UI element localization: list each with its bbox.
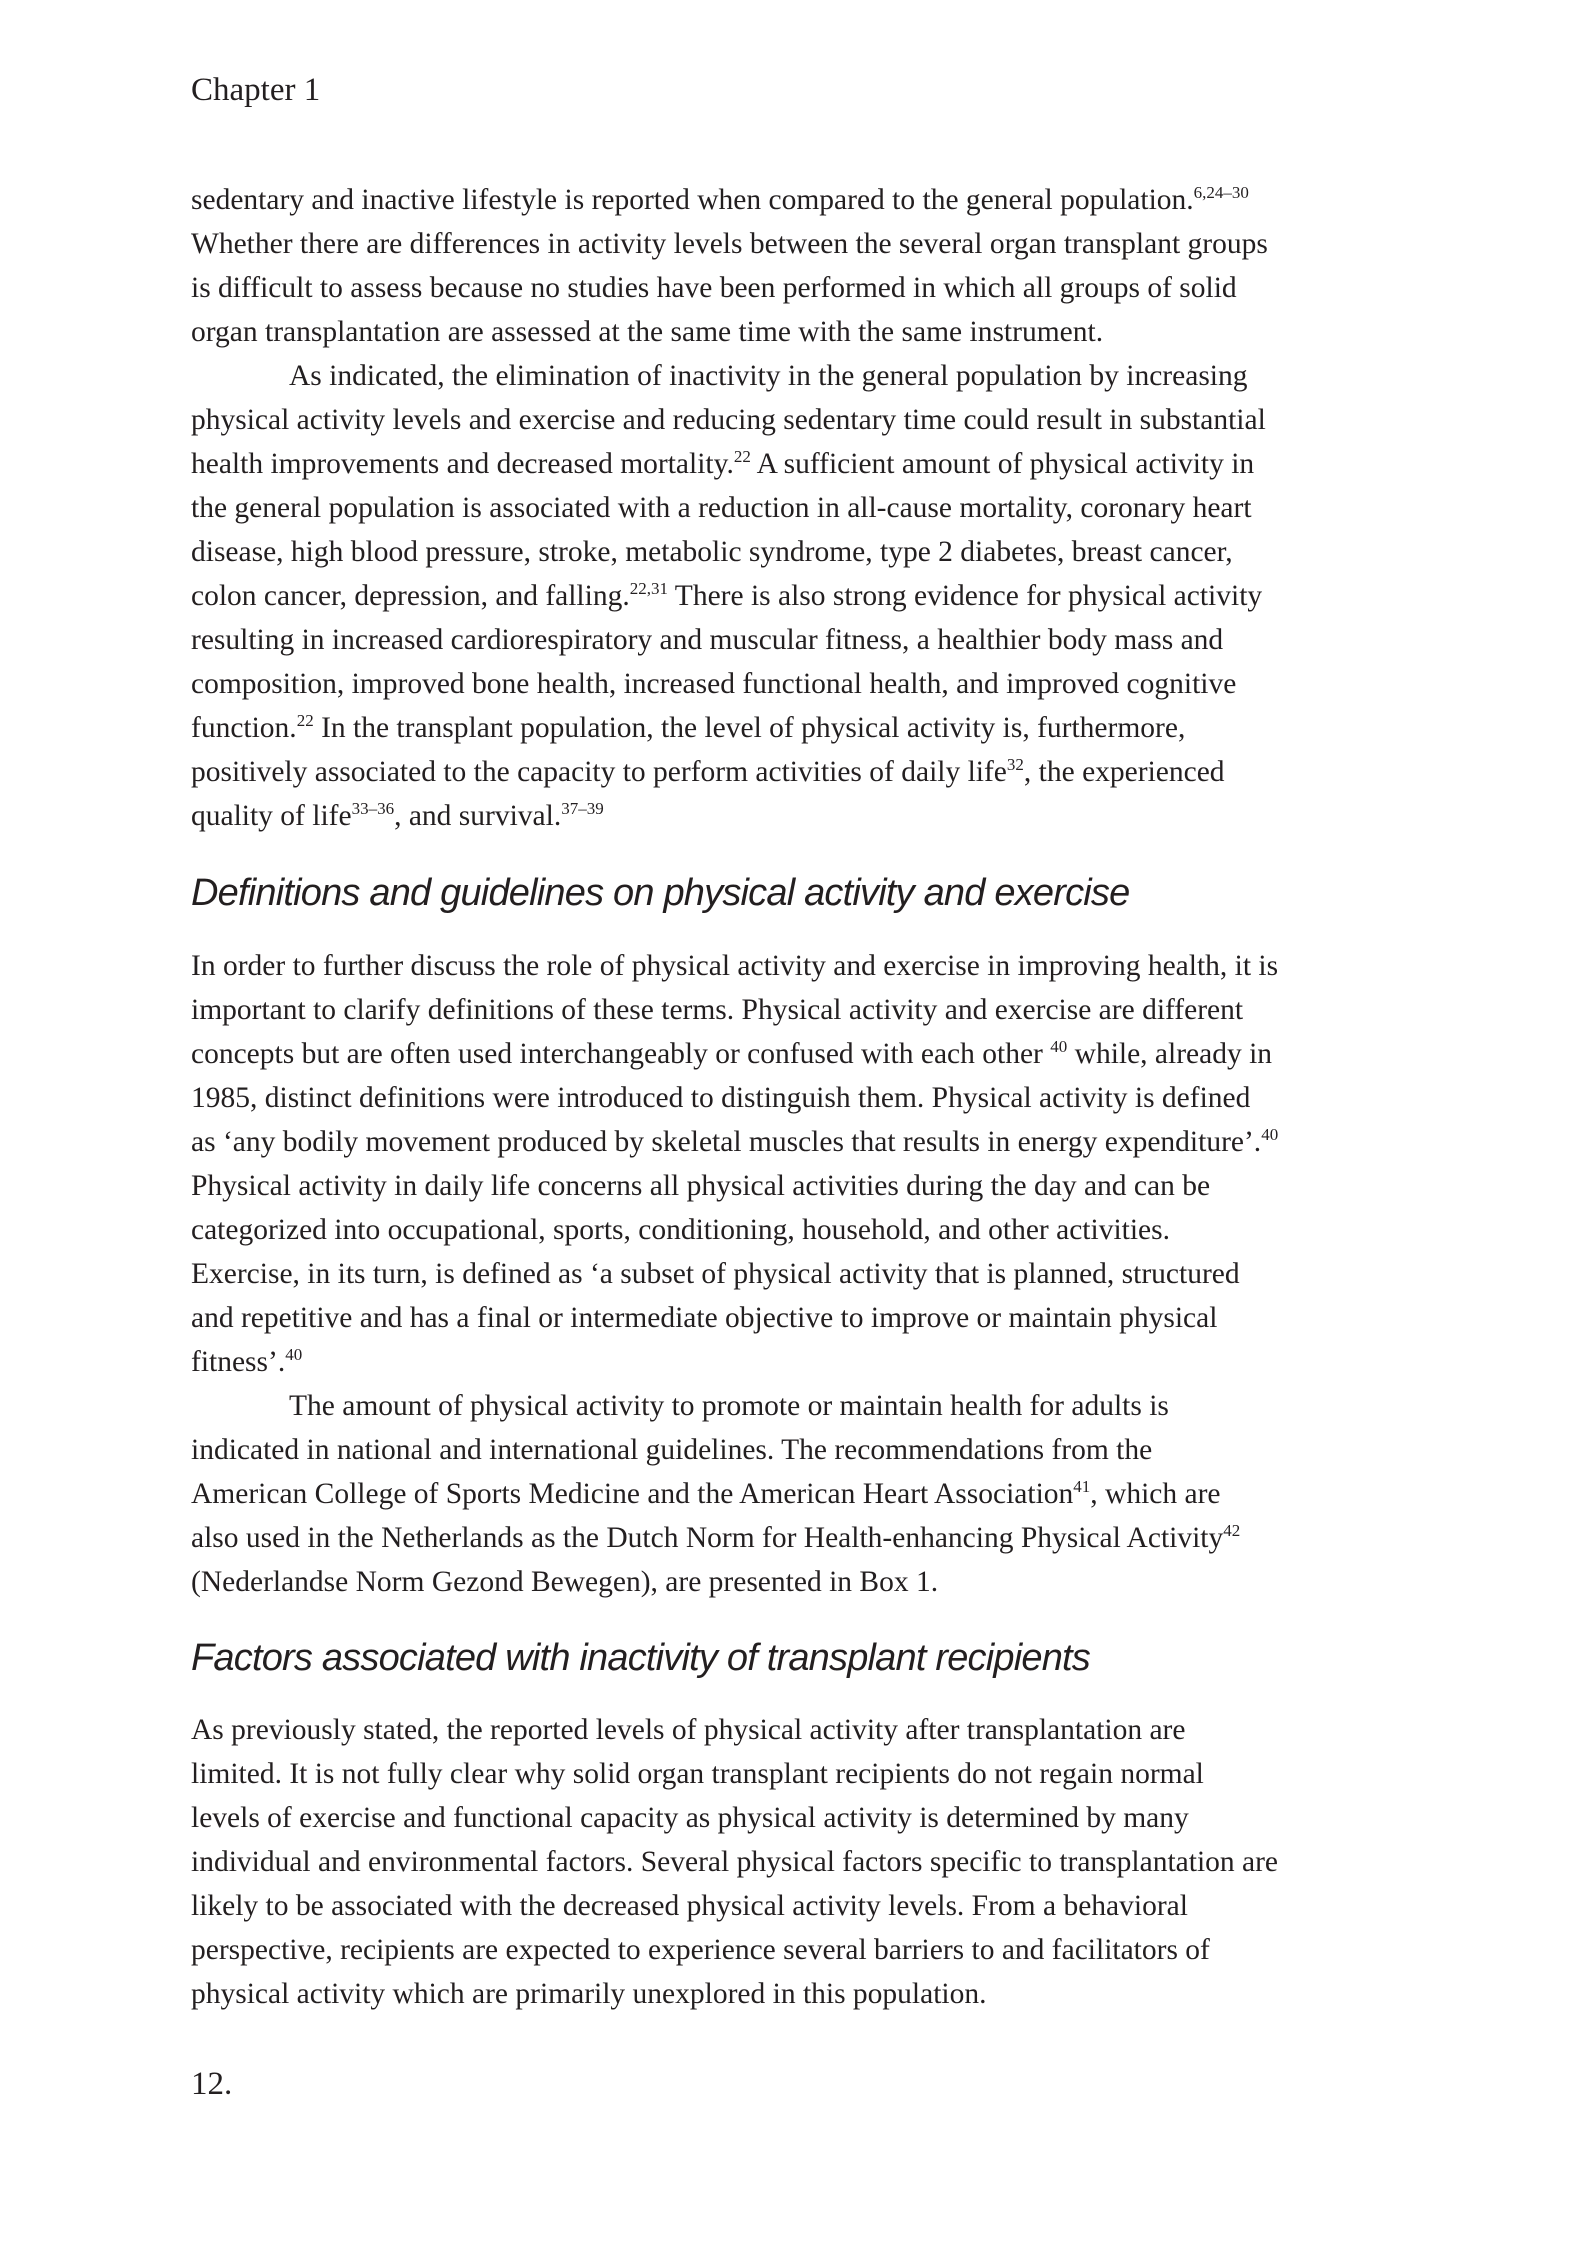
text-line: sedentary and inactive lifestyle is reported when compared to the general population.$^{6,24-30}$ — [191, 183, 1249, 216]
text-line: Whether there are differences in activity levels between the several organ transplant groups — [191, 228, 1268, 260]
text-line: is difficult to assess because no studies have been performed in which all groups of solid — [191, 272, 1237, 304]
text-line: levels of exercise and functional capacity as physical activity is determined by many — [191, 1802, 1189, 1834]
text-line: positively associated to the capacity to perform activities of daily life$^{32}$, the experienced — [191, 755, 1225, 788]
text-line: also used in the Netherlands as the Dutch Norm for Health-enhancing Physical Activity$^{42}$ — [191, 1521, 1241, 1554]
text-line: fitness’.$^{40}$ — [191, 1345, 303, 1378]
citation: 22,31 — [629, 579, 668, 598]
citation: 22 — [733, 447, 751, 466]
section-heading-definitions: Definitions and guidelines on physical activity and exercise — [191, 872, 1130, 914]
text-line: health improvements and decreased mortality.$^{22}$ A sufficient amount of physical activity in — [191, 447, 1255, 480]
text-line: physical activity which are primarily unexplored in this population. — [191, 1978, 987, 2010]
citation: 42 — [1223, 1521, 1241, 1540]
text-line: (Nederlandse Norm Gezond Bewegen), are presented in Box 1. — [191, 1566, 939, 1598]
text-line: quality of life$^{33-36}$, and survival.$^{37-39}$ — [191, 799, 604, 832]
citation: 37–39 — [561, 799, 604, 818]
text-line: concepts but are often used interchangeably or confused with each other $^{40}$ while, already in — [191, 1037, 1273, 1070]
text-line: indicated in national and international guidelines. The recommendations from the — [191, 1434, 1153, 1466]
text-line: In order to further discuss the role of physical activity and exercise in improving health, it is — [191, 950, 1279, 982]
citation: 33–36 — [351, 799, 395, 818]
text-line: physical activity levels and exercise and reducing sedentary time could result in substantial — [191, 404, 1266, 436]
section-heading-factors: Factors associated with inactivity of transplant recipients — [191, 1637, 1090, 1679]
text-line: resulting in increased cardiorespiratory and muscular fitness, a healthier body mass and — [191, 624, 1224, 656]
citation: 40 — [285, 1345, 303, 1364]
citation: 22 — [296, 711, 314, 730]
citation: 41 — [1073, 1477, 1091, 1496]
text-line: The amount of physical activity to promote or maintain health for adults is — [289, 1390, 1169, 1422]
text-line: and repetitive and has a final or intermediate objective to improve or maintain physical — [191, 1302, 1218, 1334]
text-line: Physical activity in daily life concerns all physical activities during the day and can be — [191, 1170, 1211, 1202]
body-section-factors — [191, 1708, 1381, 2016]
text-line: the general population is associated with a reduction in all-cause mortality, coronary heart — [191, 492, 1252, 524]
text-line: limited. It is not fully clear why solid organ transplant recipients do not regain normal — [191, 1758, 1204, 1790]
text-line: American College of Sports Medicine and the American Heart Association$^{41}$, which are — [191, 1477, 1221, 1510]
text-line: as ‘any bodily movement produced by skeletal muscles that results in energy expenditure’.$^{40}$ — [191, 1125, 1279, 1158]
text-line: disease, high blood pressure, stroke, metabolic syndrome, type 2 diabetes, breast cancer, — [191, 536, 1233, 568]
citation: 40 — [1261, 1125, 1279, 1144]
page-number: 12. — [191, 2066, 233, 2102]
text-line: function.$^{22}$ In the transplant population, the level of physical activity is, furthermore, — [191, 711, 1186, 744]
text-line: Exercise, in its turn, is defined as ‘a subset of physical activity that is planned, structured — [191, 1258, 1240, 1290]
text-line: 1985, distinct definitions were introduced to distinguish them. Physical activity is defined — [191, 1082, 1251, 1114]
text-line: perspective, recipients are expected to experience several barriers to and facilitators of — [191, 1934, 1210, 1966]
text-line: As previously stated, the reported levels of physical activity after transplantation are — [191, 1714, 1186, 1746]
running-head: Chapter 1 — [191, 72, 321, 108]
body-section-definitions — [191, 944, 1381, 1604]
text-line: organ transplantation are assessed at the same time with the same instrument. — [191, 316, 1104, 348]
body-section-intro — [191, 178, 1381, 838]
text-line: As indicated, the elimination of inactivity in the general population by increasing — [289, 360, 1248, 392]
citation: 6,24–30 — [1193, 183, 1249, 202]
text-line: colon cancer, depression, and falling.$^{22,31}$ There is also strong evidence for physical activity — [191, 579, 1263, 612]
text-line: composition, improved bone health, increased functional health, and improved cognitive — [191, 668, 1237, 700]
text-line: categorized into occupational, sports, conditioning, household, and other activities. — [191, 1214, 1170, 1246]
text-line: important to clarify definitions of these terms. Physical activity and exercise are different — [191, 994, 1244, 1026]
citation: 40 — [1050, 1037, 1068, 1056]
citation: 32 — [1006, 755, 1024, 774]
text-line: likely to be associated with the decreased physical activity levels. From a behavioral — [191, 1890, 1188, 1922]
text-line: individual and environmental factors. Several physical factors specific to transplantation are — [191, 1846, 1279, 1878]
